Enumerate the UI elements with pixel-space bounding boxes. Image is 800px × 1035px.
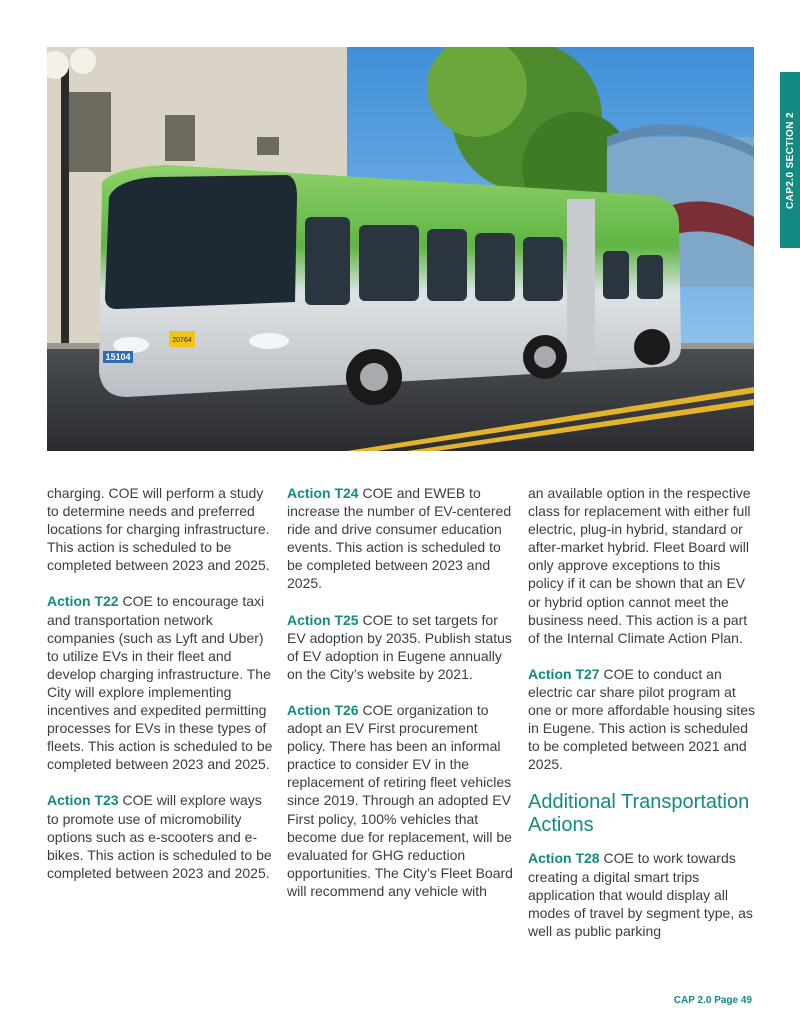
action-t27-text: COE to conduct an electric car share pilot program at one or more affordable housing sites in Eugene. This action is scheduled to be completed between 2021 and 2025. <box>528 665 755 773</box>
page-number-footer: CAP 2.0 Page 49 <box>673 995 752 1006</box>
action-t27-label: Action T27 <box>528 665 600 682</box>
action-t24-paragraph <box>287 484 515 593</box>
action-t23-paragraph <box>47 791 275 881</box>
text-column-2 <box>287 484 515 918</box>
text-column-1 <box>47 484 275 900</box>
action-t26-paragraph <box>287 701 515 900</box>
action-t25-label: Action T25 <box>287 611 359 628</box>
action-t28-paragraph <box>528 849 756 939</box>
action-t22-label: Action T22 <box>47 593 119 610</box>
action-t24-text: COE and EWEB to increase the number of EV-centered ride and drive consumer education events. This action is scheduled to be completed between 2023 and 2025. <box>287 485 512 592</box>
bus-number: 15104 <box>105 352 131 362</box>
action-t28-text: COE to work towards creating a digital smart trips application that would display all modes of travel by segment type, as well as public parking <box>528 850 753 939</box>
action-t25-paragraph <box>287 611 515 683</box>
text-column-3 <box>528 484 756 958</box>
action-t22-paragraph <box>47 592 275 773</box>
action-t23-label: Action T23 <box>47 792 119 809</box>
bus-plate: 20764 <box>172 337 192 344</box>
action-t22-text: COE to encourage taxi and transportation network companies (such as Lyft and Uber) to utilize EVs in their fleet and develop charging infrastructure. The City will explore implementing incentives and expedited permitting processes for EVs in these types of fleets. This action is scheduled to be completed between 2023 and 2025. <box>47 593 273 773</box>
action-t26-text: COE organization to adopt an EV First procurement policy. There has been an informal practice to consider EV in the replacement of retiring fleet vehicles since 2019. Through an adopted EV First policy, 100% vehicles that become due for replacement, will be evaluated for GHG reduction opportunities. The City’s Fleet Board will recommend any vehicle with <box>287 701 513 899</box>
action-t24-label: Action T24 <box>287 485 359 501</box>
action-t27-paragraph <box>528 665 756 774</box>
section-heading: Additional Transportation Actions <box>528 791 750 837</box>
action-t26-continued: an available option in the respective class for replacement with either full electric, plug-in hybrid, standard or after-market hybrid. Fleet Board will only approve exceptions to this policy if it can be shown that an EV or hybrid option cannot meet the business need. This action is a part of the Internal Climate Action Plan. <box>528 485 751 646</box>
section-side-tab <box>780 72 800 248</box>
action-t28-label: Action T28 <box>528 850 600 867</box>
action-t25-text: COE to set targets for EV adoption by 2035. Publish status of EV adoption in Eugene annually on the City’s website by 2021. <box>287 611 512 682</box>
column1-intro-paragraph: charging. COE will perform a study to determine needs and preferred locations for charging infrastructure. This action is scheduled to be completed between 2023 and 2025. <box>47 485 270 574</box>
action-t26-label: Action T26 <box>287 701 359 718</box>
action-t23-text: COE will explore ways to promote use of micromobility options such as e-scooters and e-bikes. This action is scheduled to be completed between 2023 and 2025. <box>47 792 272 881</box>
bus-photo <box>47 47 754 451</box>
section-side-tab-label: CAP2.0 SECTION 2 <box>784 111 796 209</box>
